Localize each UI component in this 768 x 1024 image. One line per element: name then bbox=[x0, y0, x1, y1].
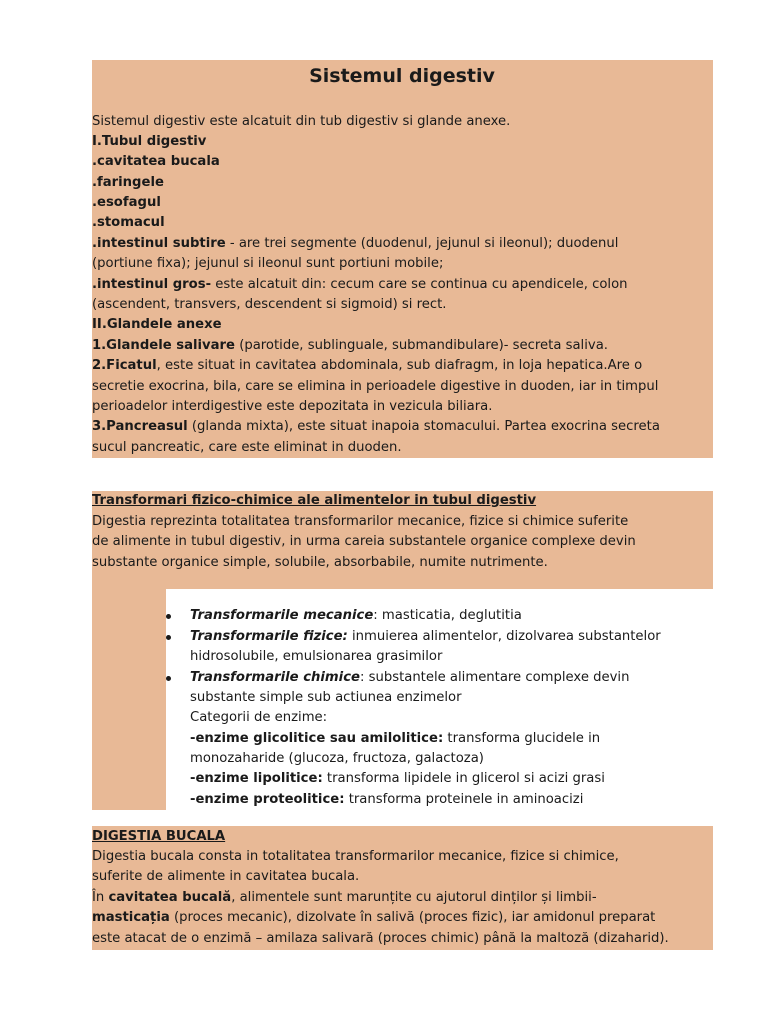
enzime-glicolitice: -enzime glicolitice sau amilolitice: transforma glucidele in bbox=[190, 731, 601, 746]
section2-line3: substante organice simple, solubile, absorbabile, numite nutrimente. bbox=[92, 555, 548, 570]
section3-heading: DIGESTIA BUCALA bbox=[92, 829, 226, 844]
enzime-proteolitice: -enzime proteolitice: transforma proteinele in aminoacizi bbox=[190, 792, 584, 807]
heading-tubul: I.Tubul digestiv bbox=[92, 134, 207, 149]
bullet-fizice: Transformarile fizice: inmuierea alimentelor, dizolvarea substantelor bbox=[190, 629, 661, 644]
section3-line3: În cavitatea bucală, alimentele sunt marunțite cu ajutorul dinților și limbii- bbox=[92, 890, 597, 905]
item-ficatul-l2: secretie exocrina, bila, care se elimina in perioadele digestive in duoden, iar in timpul bbox=[92, 379, 659, 394]
page-title: Sistemul digestiv bbox=[309, 65, 495, 87]
bullet-mecanice: Transformarile mecanice: masticatia, deglutitia bbox=[190, 608, 522, 623]
item-ficatul: 2.Ficatul, este situat in cavitatea abdominala, sub diafragm, in loja hepatica.Are o bbox=[92, 358, 643, 373]
enzime-lipolitice: -enzime lipolitice: transforma lipidele in glicerol si acizi grasi bbox=[190, 771, 605, 786]
bullet-chimice: Transformarile chimice: substantele alimentare complexe devin bbox=[190, 670, 630, 685]
section3-line4: masticația (proces mecanic), dizolvate în salivă (proces fizic), iar amidonul preparat bbox=[92, 910, 656, 925]
bullet-icon bbox=[166, 635, 171, 640]
enzime-glicolitice-l2: monozaharide (glucoza, fructoza, galactoza) bbox=[190, 751, 484, 766]
item-faringele: .faringele bbox=[92, 175, 164, 190]
intro-text: Sistemul digestiv este alcatuit din tub digestiv si glande anexe. bbox=[92, 114, 511, 129]
section3-line5: este atacat de o enzimă – amilaza salivară (proces chimic) până la maltoză (dizaharid). bbox=[92, 931, 669, 946]
item-esofagul: .esofagul bbox=[92, 195, 161, 210]
item-stomacul: .stomacul bbox=[92, 215, 165, 230]
item-intestin-gros: .intestinul gros- este alcatuit din: cecum care se continua cu apendicele, colon bbox=[92, 277, 628, 292]
item-cavitatea: .cavitatea bucala bbox=[92, 154, 220, 169]
section3-line1: Digestia bucala consta in totalitatea transformarilor mecanice, fizice si chimice, bbox=[92, 849, 619, 864]
item-intestin-subtire-l2: (portiune fixa); jejunul si ileonul sunt portiuni mobile; bbox=[92, 256, 444, 271]
item-pancreasul-l2: sucul pancreatic, care este eliminat in duoden. bbox=[92, 440, 402, 455]
item-ficatul-l3: perioadelor interdigestive este depozitata in vezicula biliara. bbox=[92, 399, 493, 414]
section3-line2: suferite de alimente in cavitatea bucala. bbox=[92, 869, 360, 884]
bullet-fizice-l2: hidrosolubile, emulsionarea grasimilor bbox=[190, 649, 443, 664]
item-glandele-salivare: 1.Glandele salivare (parotide, sublinguale, submandibulare)- secreta saliva. bbox=[92, 338, 608, 353]
item-pancreasul: 3.Pancreasul (glanda mixta), este situat inapoia stomacului. Partea exocrina secreta bbox=[92, 419, 660, 434]
bullet-chimice-l2: substante simple sub actiunea enzimelor bbox=[190, 690, 462, 705]
section2-line2: de alimente in tubul digestiv, in urma careia substantele organice complexe devin bbox=[92, 534, 636, 549]
item-intestin-subtire: .intestinul subtire - are trei segmente (duodenul, jejunul si ileonul); duodenul bbox=[92, 236, 619, 251]
section2-line1: Digestia reprezinta totalitatea transformarilor mecanice, fizice si chimice suferite bbox=[92, 514, 629, 529]
bullet-icon bbox=[166, 676, 171, 681]
enzime-categorii: Categorii de enzime: bbox=[190, 710, 328, 725]
bullet-icon bbox=[166, 614, 171, 619]
heading-glandele: II.Glandele anexe bbox=[92, 317, 222, 332]
item-intestin-gros-l2: (ascendent, transvers, descendent si sigmoid) si rect. bbox=[92, 297, 447, 312]
section2-heading: Transformari fizico-chimice ale alimentelor in tubul digestiv bbox=[92, 493, 537, 508]
section2-left-strip bbox=[92, 589, 166, 810]
